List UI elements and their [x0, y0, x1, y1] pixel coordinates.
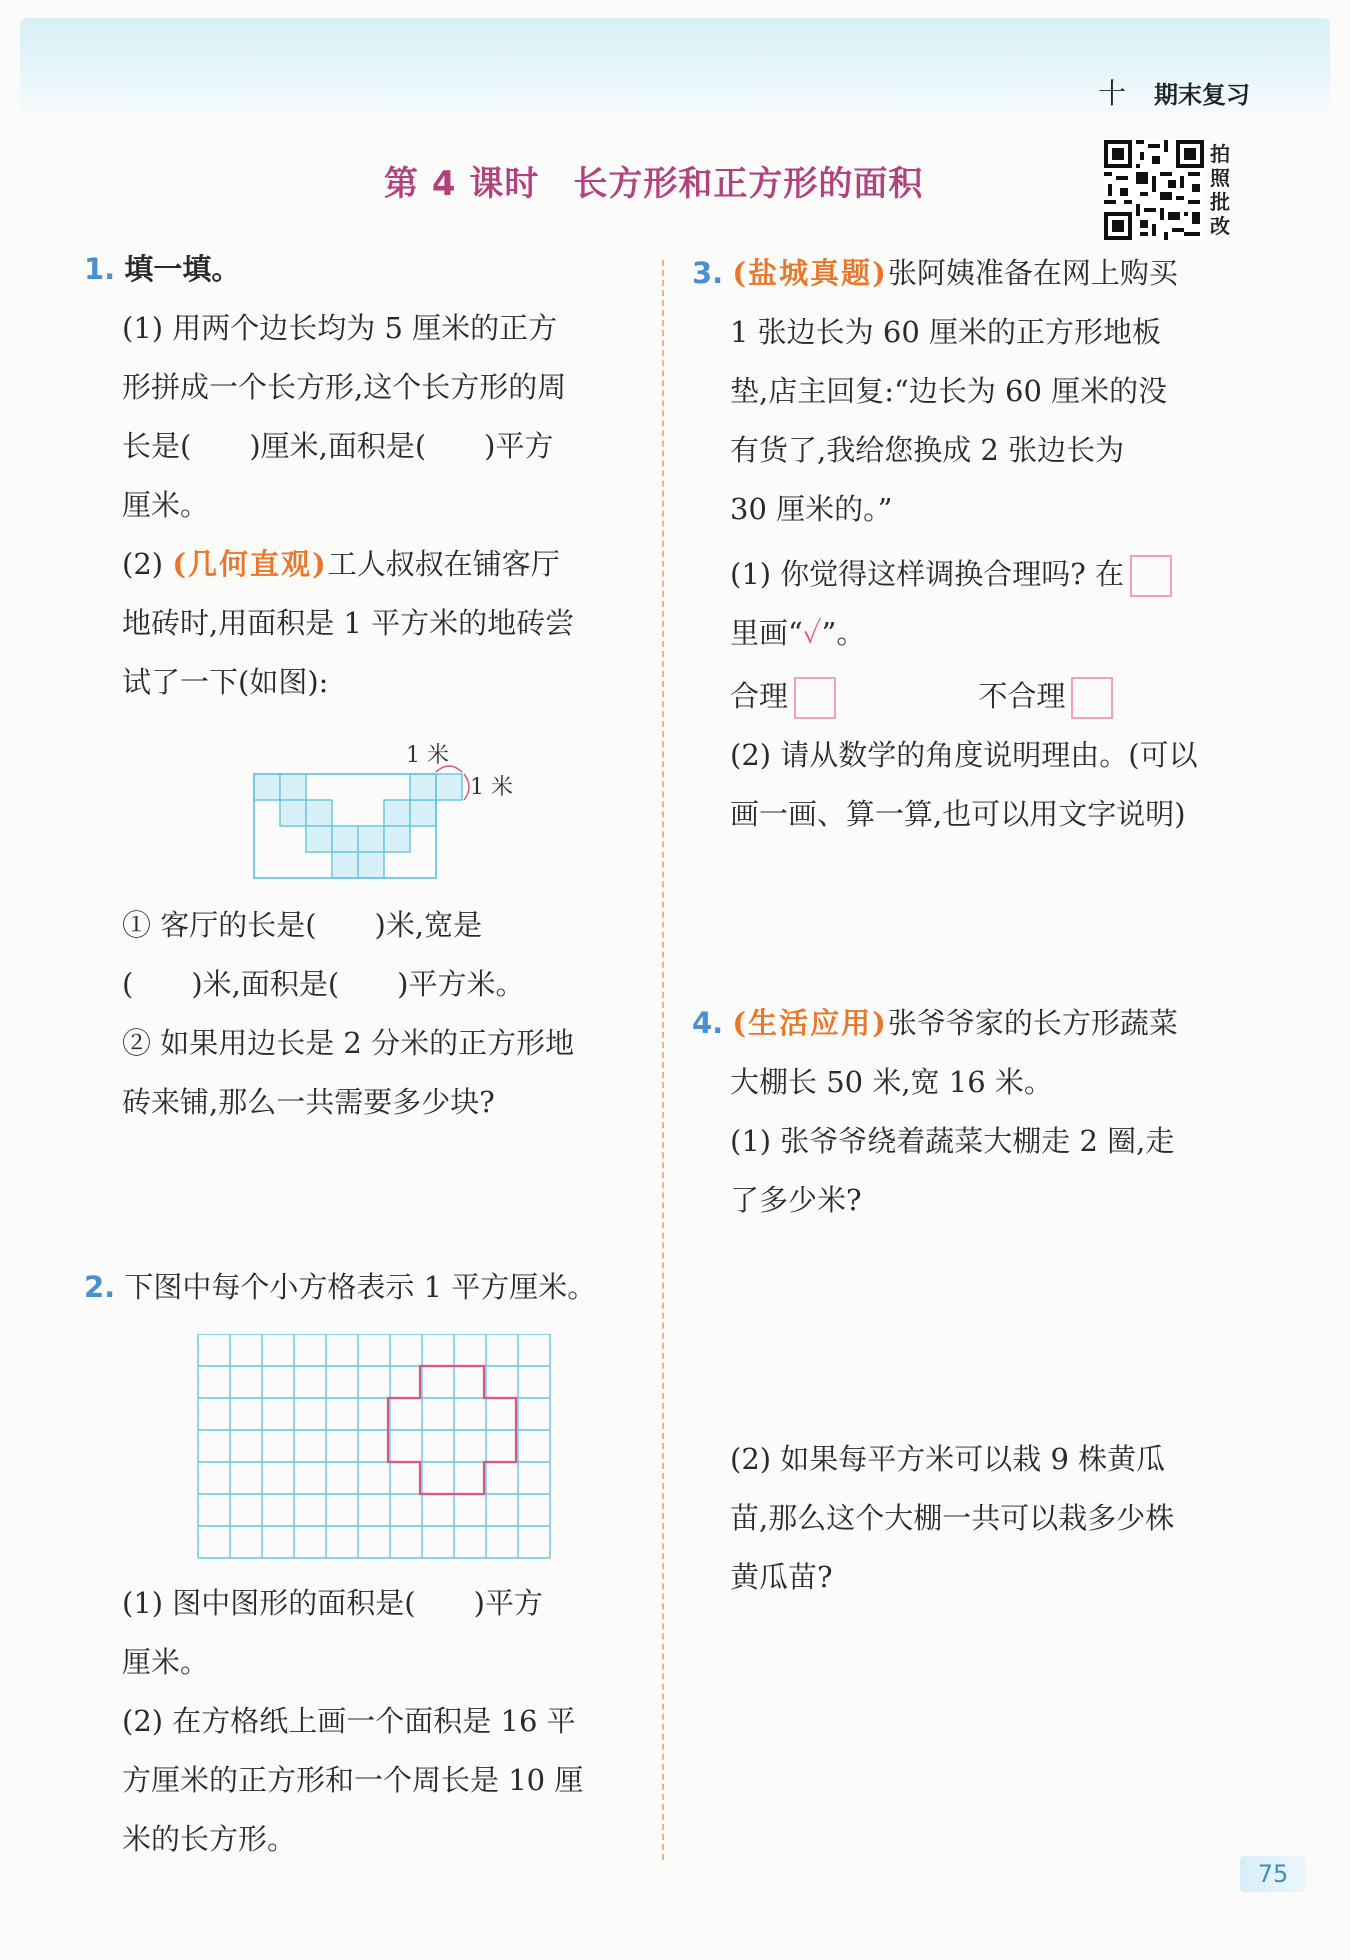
lesson-number: 第 4 课时: [384, 164, 540, 204]
q1-title: 填一填。: [124, 252, 241, 286]
q2-p2-line: 米的长方形。: [122, 1822, 297, 1856]
q1-p2-prefix: (2): [122, 547, 164, 581]
question-1: [84, 240, 644, 712]
q4-p2-line: 黄瓜苗?: [730, 1560, 833, 1594]
q3-first: 张阿姨准备在网上购买: [887, 256, 1178, 290]
q3-tag: (盐城真题): [732, 256, 888, 290]
q3-line: 垫,店主回复:“边长为 60 厘米的没: [730, 374, 1168, 408]
question-2-parts: [122, 1574, 642, 1869]
q1-sub1-line: ( )米,面积是( )平方米。: [122, 967, 525, 1001]
q3-p2-line: (2) 请从数学的角度说明理由。(可以: [730, 738, 1198, 772]
q4-tag: (生活应用): [732, 1006, 888, 1040]
chapter-heading: [1098, 72, 1250, 112]
q1-p2-first: 工人叔叔在铺客厅: [327, 547, 560, 581]
lesson-subtitle: 长方形和正方形的面积: [573, 164, 924, 204]
answer-box[interactable]: [1130, 555, 1172, 597]
q1-p2-line: 试了一下(如图):: [122, 665, 329, 699]
q1-p1-line: 形拼成一个长方形,这个长方形的周: [122, 370, 567, 404]
chapter-number: 十: [1097, 77, 1126, 110]
q2-p1-line: 厘米。: [122, 1645, 210, 1679]
q4-p1-line: 了多少米?: [730, 1183, 862, 1217]
grid-figure: [196, 1334, 552, 1562]
q3-line: 30 厘米的。”: [730, 492, 893, 526]
q1-p2-tag: (几何直观): [172, 547, 328, 581]
q3-p1-line1: (1) 你觉得这样调换合理吗? 在: [730, 557, 1125, 591]
q3-line: 1 张边长为 60 厘米的正方形地板: [730, 315, 1162, 349]
chapter-title: 期末复习: [1154, 81, 1250, 109]
page-number: 75: [1240, 1856, 1306, 1892]
q2-title: 下图中每个小方格表示 1 平方厘米。: [124, 1270, 597, 1304]
check-icon: ✓: [802, 616, 822, 650]
q3-p2-line: 画一画、算一算,也可以用文字说明): [730, 797, 1186, 831]
q4-p2-line: (2) 如果每平方米可以栽 9 株黄瓜: [730, 1442, 1166, 1476]
q3-p1-line2a: 里画“: [730, 616, 803, 650]
q4-first: 张爷爷家的长方形蔬菜: [887, 1006, 1178, 1040]
q1-sub1-line: ① 客厅的长是( )米,宽是: [122, 908, 483, 942]
q4-line2: 大棚长 50 米,宽 16 米。: [730, 1065, 1053, 1099]
q1-p2-line: 地砖时,用面积是 1 平方米的地砖尝: [122, 606, 575, 640]
option-reasonable-box[interactable]: [794, 677, 836, 719]
q2-p1-line: (1) 图中图形的面积是( )平方: [122, 1586, 543, 1620]
question-1-subparts: [122, 896, 642, 1132]
q2-number: 2.: [84, 1270, 116, 1304]
qr-label: 拍照批改: [1210, 142, 1230, 238]
q3-number: 3.: [692, 256, 724, 290]
option-unreasonable-label: 不合理: [978, 679, 1066, 713]
q1-sub2-line: 砖来铺,那么一共需要多少块?: [122, 1085, 495, 1119]
q2-p2-line: 方厘米的正方形和一个周长是 10 厘: [122, 1763, 584, 1797]
question-4: [692, 994, 1252, 1230]
option-reasonable-label: 合理: [730, 679, 789, 713]
question-2: [84, 1258, 644, 1317]
q1-number: 1.: [84, 252, 116, 286]
question-4-part2: [730, 1430, 1250, 1607]
q4-p2-line: 苗,那么这个大棚一共可以栽多少株: [730, 1501, 1175, 1535]
column-divider: [662, 260, 664, 1860]
q1-sub2-line: ② 如果用边长是 2 分米的正方形地: [122, 1026, 575, 1060]
fig-label-side: 1 米: [470, 775, 513, 800]
lesson-title: [384, 156, 923, 205]
option-unreasonable-box[interactable]: [1071, 677, 1113, 719]
q3-line: 有货了,我给您换成 2 张边长为: [730, 433, 1125, 467]
q4-p1-line: (1) 张爷爷绕着蔬菜大棚走 2 圈,走: [730, 1124, 1175, 1158]
q1-p1-line: 长是( )厘米,面积是( )平方: [122, 429, 554, 463]
question-3: [692, 244, 1252, 844]
q1-p1-line: 厘米。: [122, 488, 210, 522]
q4-number: 4.: [692, 1006, 724, 1040]
q1-p1-line: (1) 用两个边长均为 5 厘米的正方: [122, 311, 558, 345]
qr-code[interactable]: [1104, 140, 1204, 240]
q3-p1-line2b: ”。: [821, 616, 866, 650]
q2-p2-line: (2) 在方格纸上画一个面积是 16 平: [122, 1704, 576, 1738]
floor-figure: [240, 734, 530, 890]
fig-label-top: 1 米: [406, 743, 449, 768]
